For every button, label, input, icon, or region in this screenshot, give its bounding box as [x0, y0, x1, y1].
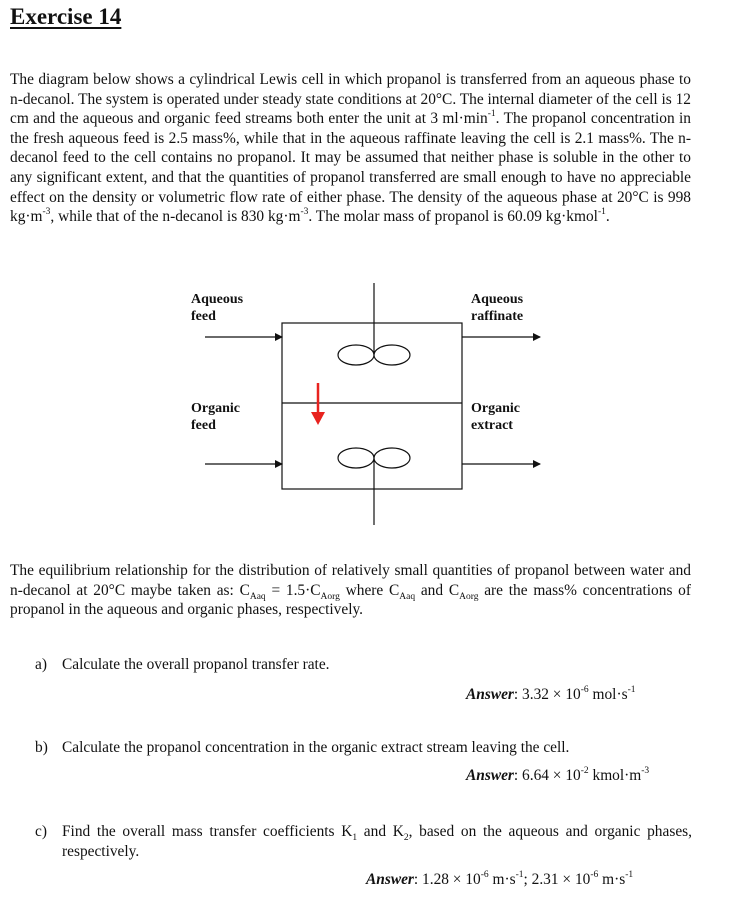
answer-c: Answer: $1.28 \times 10^{-6}$ $m\cdot s^{-1}$; $2.31 \times 10^{-6}$ $m\cdot s^{-1}$ — [366, 869, 634, 888]
question-b-label: b) — [35, 739, 48, 756]
organic-feed-label: Organic feed — [191, 401, 240, 433]
equilibrium-statement: The equilibrium relationship for the distribution of relatively small quantities of propanol between water and n-decanol at 20°C maybe taken as: $C_{Aaq} = 1.5\cdot C_{Aorg}$ where $C_{Aaq}$ and $C_{Aorg}$ are the mass% concentrations of propanol in the aqueous and organic phases, respectively. — [10, 562, 692, 619]
aqueous-feed-label: Aqueous feed — [191, 292, 244, 324]
question-b-text: Calculate the propanol concentration in the organic extract stream leaving the cell. — [62, 739, 570, 756]
exercise-title: Exercise 14 — [10, 4, 122, 29]
problem-statement: The diagram below shows a cylindrical Lewis cell in which propanol is transferred from an aqueous phase to n-decanol. The system is operated under steady state conditions at 20°C. The internal diameter of the cell is 12 cm and the aqueous and organic feed streams both enter the unit at 3 $ml\cdot\min^{-1}$. The propanol concentration in the fresh aqueous feed is 2.5 mass%, while that in the aqueous raffinate leaving the cell is 2.1 mass%. The n-decanol feed to the cell contains no propanol. It may be assumed that neither phase is soluble in the other to any significant extent, and that the quantities of propanol transferred are small enough to have no appreciable effect on the density or volumetric flow rate of either phase. The density of the aqueous phase at 20°C is 998 $kg\cdot m^{-3}$, while that of the n-decanol is 830 $kg\cdot m^{-3}$. The molar mass of propanol is 60.09 kg·kmol$^{-1}$. — [10, 71, 692, 226]
transfer-direction-arrow — [311, 383, 325, 425]
question-c-label: c) — [35, 823, 47, 840]
answer-b: Answer: $6.64 \times 10^{-2}$ $kmol\cdot m^{-3}$ — [466, 765, 650, 784]
answer-a: Answer: $3.32 \times 10^{-6}$ $mol\cdot s^{-1}$ — [466, 684, 636, 703]
question-c-text: Find the overall mass transfer coefficients $K_1$ and $K_2$, based on the aqueous and organic phases, respectively. — [62, 823, 692, 860]
aqueous-raffinate-label: Aqueous raffinate — [471, 292, 524, 324]
organic-extract-label: Organic extract — [471, 401, 520, 433]
question-a-label: a) — [35, 656, 47, 673]
cell-body — [282, 323, 462, 489]
question-a-text: Calculate the overall propanol transfer rate. — [62, 656, 330, 673]
